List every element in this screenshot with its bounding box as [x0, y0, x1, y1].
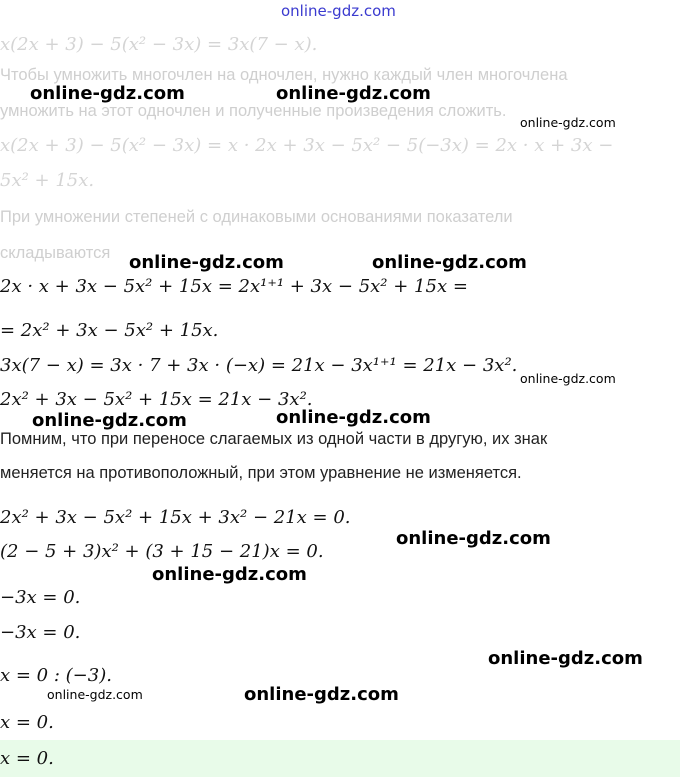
watermark-text: online-gdz.com	[520, 115, 616, 130]
watermark-text: online-gdz.com	[129, 252, 284, 273]
equation-line: 2x² + 3x − 5x² + 15x + 3x² − 21x = 0.	[0, 507, 351, 528]
equation-line: x = 0.	[0, 712, 54, 733]
watermark-text: online-gdz.com	[281, 2, 396, 20]
answer-line: x = 0.	[0, 748, 54, 769]
equation-line: x(2x + 3) − 5(x² − 3x) = 3x(7 − x).	[0, 34, 318, 55]
watermark-text: online-gdz.com	[396, 528, 551, 549]
equation-line: x = 0 : (−3).	[0, 665, 112, 686]
equation-line: (2 − 5 + 3)x² + (3 + 15 − 21)x = 0.	[0, 541, 324, 562]
equation-line: 3x(7 − x) = 3x · 7 + 3x · (−x) = 21x − 3x¹⁺¹ = 21x − 3x².	[0, 355, 518, 376]
explanation-text: меняется на противоположный, при этом уравнение не изменяется.	[0, 464, 522, 482]
watermark-text: online-gdz.com	[152, 564, 307, 585]
explanation-text: складываются	[0, 244, 111, 262]
watermark-text: online-gdz.com	[276, 407, 431, 428]
explanation-text: умножить на этот одночлен и полученные произведения сложить.	[0, 102, 507, 120]
equation-line: x(2x + 3) − 5(x² − 3x) = x · 2x + 3x − 5x² − 5(−3x) = 2x · x + 3x −	[0, 135, 614, 156]
watermark-text: online-gdz.com	[244, 684, 399, 705]
explanation-text: При умножении степеней с одинаковыми основаниями показатели	[0, 208, 513, 226]
explanation-text: Помним, что при переносе слагаемых из одной части в другую, их знак	[0, 430, 548, 448]
watermark-text: online-gdz.com	[47, 687, 143, 702]
equation-line: 2x · x + 3x − 5x² + 15x = 2x¹⁺¹ + 3x − 5x² + 15x =	[0, 276, 468, 297]
equation-line: 2x² + 3x − 5x² + 15x = 21x − 3x².	[0, 389, 313, 410]
watermark-text: online-gdz.com	[276, 83, 431, 104]
watermark-text: online-gdz.com	[520, 371, 616, 386]
watermark-text: online-gdz.com	[488, 648, 643, 669]
explanation-text: Чтобы умножить многочлен на одночлен, нужно каждый член многочлена	[0, 66, 568, 84]
equation-line: 5x² + 15x.	[0, 170, 95, 191]
watermark-text: online-gdz.com	[30, 83, 185, 104]
watermark-text: online-gdz.com	[32, 410, 187, 431]
equation-line: −3x = 0.	[0, 587, 81, 608]
answer-highlight	[0, 740, 680, 777]
equation-line: = 2x² + 3x − 5x² + 15x.	[0, 320, 219, 341]
equation-line: −3x = 0.	[0, 622, 81, 643]
watermark-text: online-gdz.com	[372, 252, 527, 273]
